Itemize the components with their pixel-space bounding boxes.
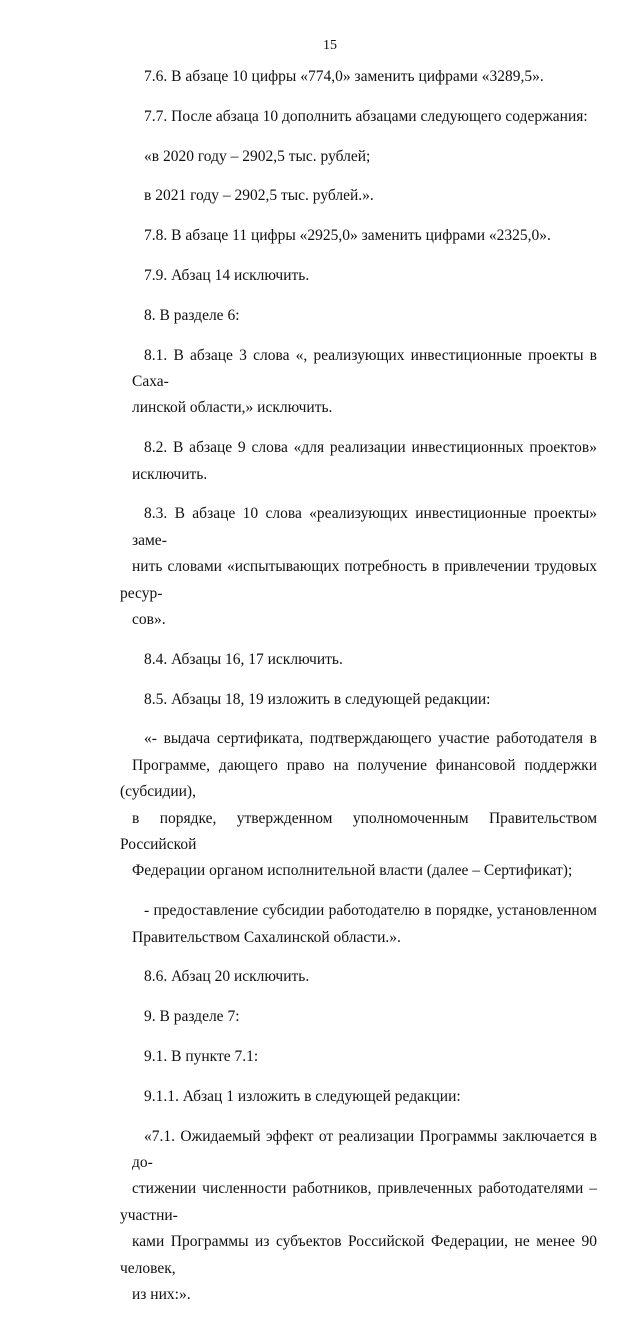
paragraph-line: 8.1. В абзаце 3 слова «, реализующих инвестиционные проекты в Саха- [132,346,597,390]
paragraph [120,964,597,990]
paragraph [120,223,597,249]
paragraph-line: Программе, дающего право на получение финансовой поддержки (субсидии), [120,756,597,801]
paragraph-line: 9.1.1. Абзац 1 изложить в следующей редакции: [144,1087,461,1105]
paragraph [120,898,597,951]
paragraph-line: 8.4. Абзацы 16, 17 исключить. [144,650,343,668]
paragraph-line: ками Программы из субъектов Российской Федерации, не менее 90 человек, [120,1233,597,1277]
paragraph [120,183,597,209]
paragraph-line: - предоставление субсидии работодателю в порядке, установленном [144,902,597,920]
paragraph [120,1124,597,1309]
paragraph-line: стижении численности работников, привлеченных работодателями – участни- [120,1180,597,1224]
paragraph [120,687,597,713]
paragraph-line: нить словами «испытывающих потребность в привлечении трудовых ресур- [120,558,597,602]
paragraph [120,726,597,884]
paragraph [120,1004,597,1030]
paragraph-line: 7.7. После абзаца 10 дополнить абзацами следующего содержания: [144,107,588,125]
paragraph-line: в 2021 году – 2902,5 тыс. рублей.». [144,187,374,205]
paragraph-line: Правительством Сахалинской области.». [132,928,401,946]
paragraph [120,501,597,633]
paragraph-line: линской области,» исключить. [132,399,333,417]
paragraph-line: в порядке, утвержденном уполномоченным Правительством Российской [120,809,597,854]
paragraph-line: 9.1. В пункте 7.1: [144,1048,259,1066]
document-body [120,64,597,1322]
paragraph-line: 7.9. Абзац 14 исключить. [144,266,310,284]
paragraph-line: 9. В разделе 7: [144,1008,240,1026]
paragraph [120,263,597,289]
paragraph [120,104,597,130]
paragraph [120,303,597,329]
paragraph-line: 7.6. В абзаце 10 цифры «774,0» заменить цифрами «3289,5». [144,68,544,85]
paragraph [120,647,597,673]
paragraph-line: из них:». [132,1286,191,1304]
paragraph [120,1084,597,1110]
paragraph [120,435,597,488]
paragraph-line: «7.1. Ожидаемый эффект от реализации Программы заключается в до- [132,1127,597,1172]
paragraph-line: 8.3. В абзаце 10 слова «реализующих инвестиционные проекты» заме- [132,505,597,549]
paragraph [120,343,597,422]
paragraph-line: 7.8. В абзаце 11 цифры «2925,0» заменить цифрами «2325,0». [144,227,551,245]
paragraph-line: 8.2. В абзаце 9 слова «для реализации инвестиционных проектов» [144,439,597,457]
paragraph-line: 8.6. Абзац 20 исключить. [144,968,310,986]
page-number: 15 [323,38,337,53]
paragraph-line: 8.5. Абзацы 18, 19 изложить в следующей редакции: [144,690,491,708]
paragraph-line: «- выдача сертификата, подтверждающего участие работодателя в [144,730,597,748]
paragraph [120,1044,597,1070]
paragraph-line: 8. В разделе 6: [144,306,240,324]
paragraph-line: исключить. [132,465,208,483]
paragraph [120,144,597,170]
paragraph [120,64,597,90]
paragraph-line: сов». [132,611,166,629]
paragraph-line: Федерации органом исполнительной власти (далее – Сертификат); [132,862,573,880]
paragraph-line: «в 2020 году – 2902,5 тыс. рублей; [144,147,371,165]
